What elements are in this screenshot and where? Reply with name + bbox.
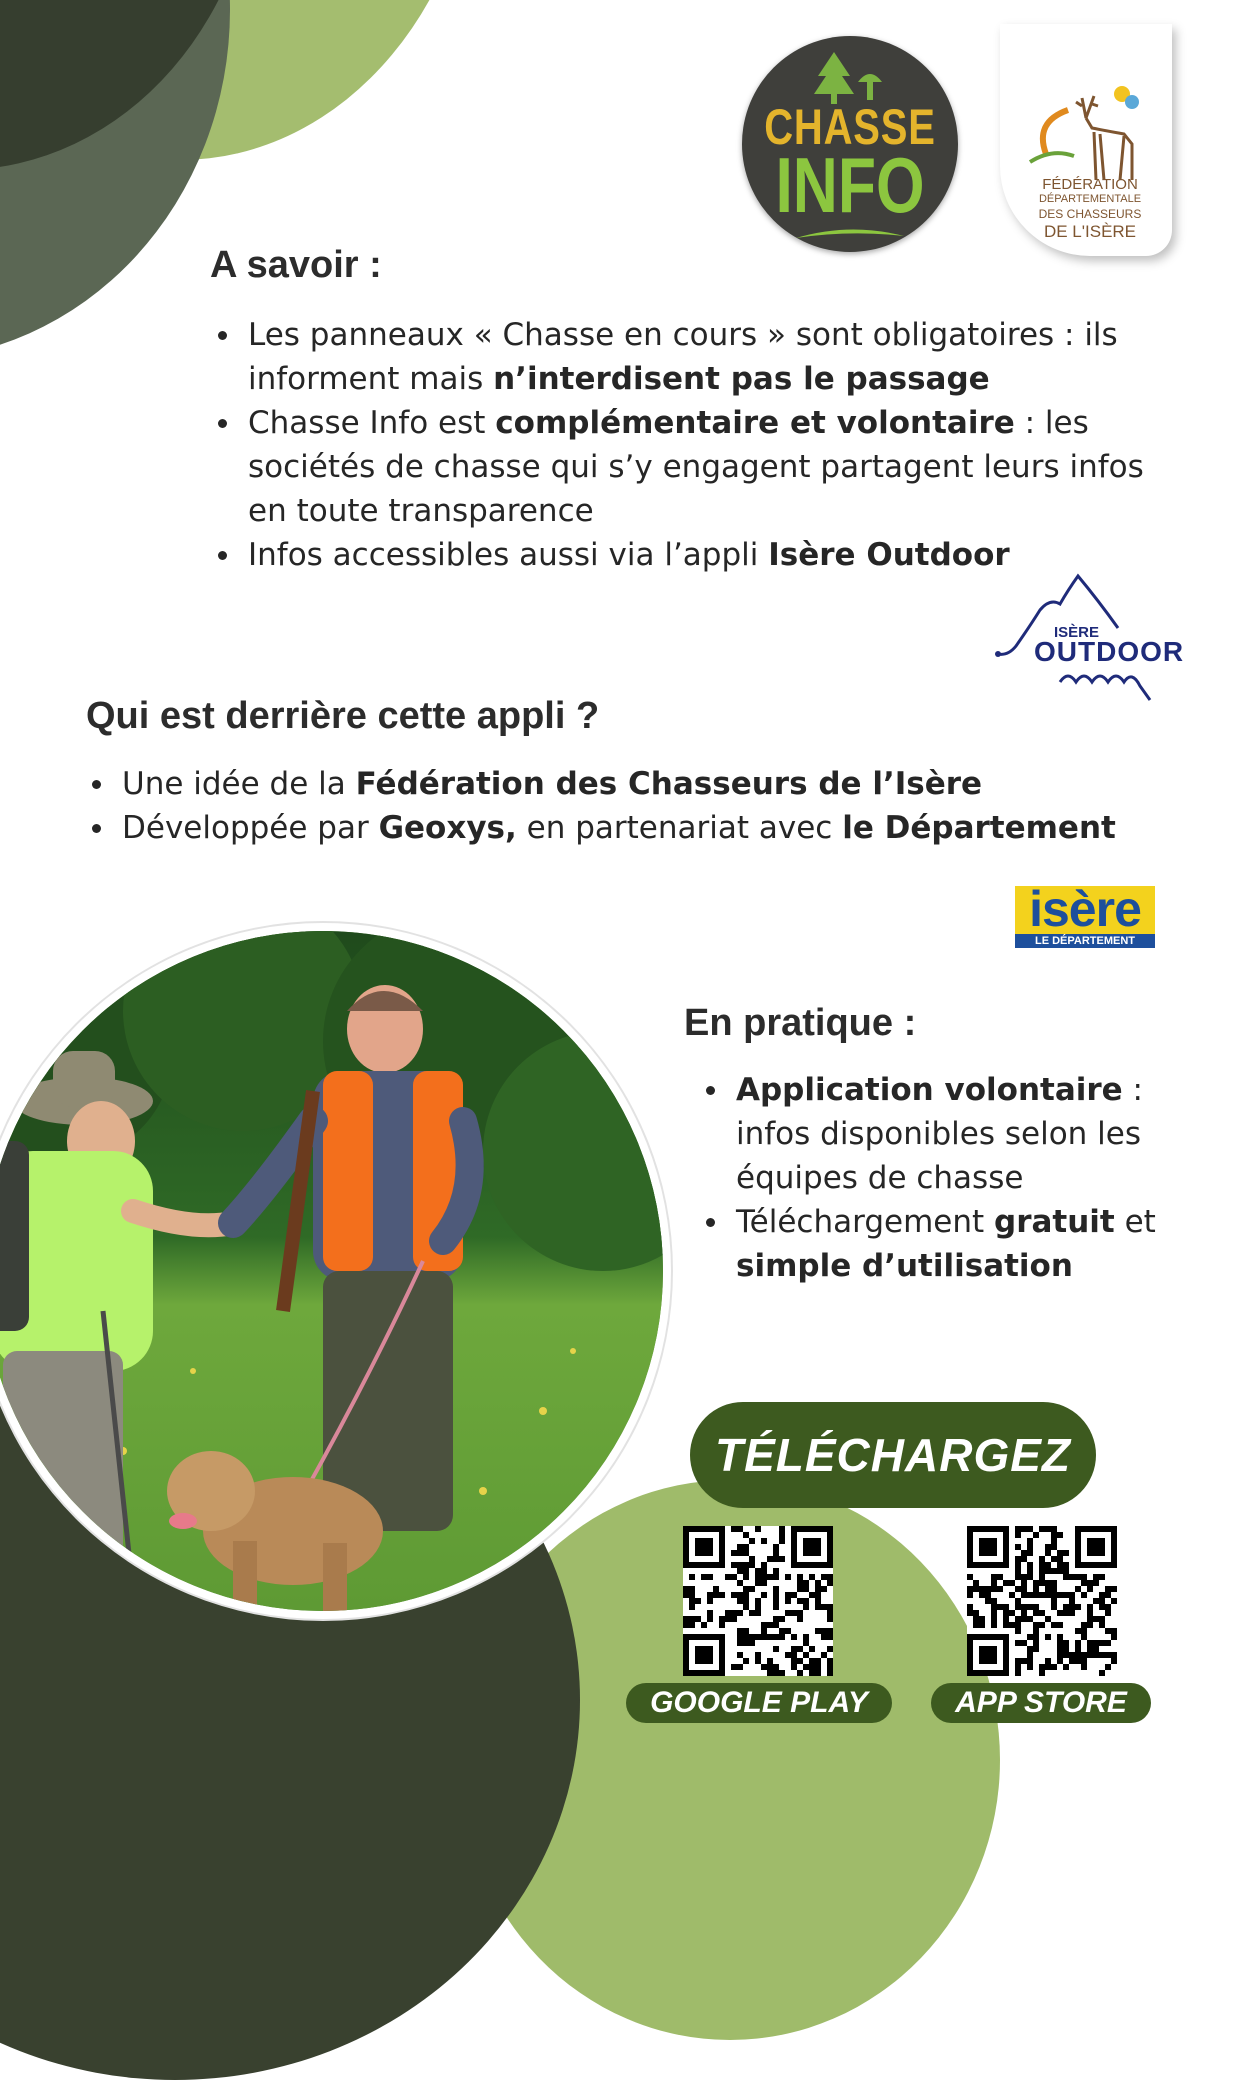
isere-word: isère [1029,886,1141,937]
fed-line-2: DÉPARTEMENTALE [1038,193,1142,205]
qui-item-2: Développée par Geoxys, en partenariat avec le Département [86,806,1166,850]
qui-list [86,762,1166,850]
fed-line-3: DES CHASSEURS [1038,207,1142,221]
fed-line-1: FÉDÉRATION [1042,176,1138,193]
chasse-info-logo [742,36,958,252]
pratique-list [700,1068,1170,1288]
savoir-list [212,313,1172,577]
savoir-title: A savoir : [210,244,382,286]
grass-swoosh-icon [794,226,906,240]
telechargez-button[interactable]: TÉLÉCHARGEZ [690,1402,1096,1508]
photo-illustration [0,931,663,1611]
outdoor-small: ISÈRE [1054,624,1100,641]
savoir-item-1: Les panneaux « Chasse en cours » sont obligatoires : ils informent mais n’interdisent pas le passage [212,313,1172,401]
departement-word: LE DÉPARTEMENT [1034,935,1136,947]
qui-title: Qui est derrière cette appli ? [86,695,600,737]
outdoor-big: OUTDOOR [1034,636,1185,667]
pratique-item-2: Téléchargement gratuit et simple d’utilisation [700,1200,1170,1288]
chasse-word: CHASSE [764,99,936,155]
isere-departement-logo [1015,886,1155,948]
google-play-qr[interactable] [683,1526,833,1676]
info-word: INFO [775,141,925,229]
savoir-item-3: Infos accessibles aussi via l’appli Isère Outdoor [212,533,1172,577]
fed-line-4: DE L'ISÈRE [1043,222,1137,241]
app-store-qr[interactable] [967,1526,1117,1676]
pratique-item-1: Application volontaire : infos disponibles selon les équipes de chasse [700,1068,1170,1200]
savoir-item-2: Chasse Info est complémentaire et volontaire : les sociétés de chasse qui s’y engagent partagent leurs infos en toute transparence [212,401,1172,533]
qr-code-icon [967,1526,1117,1676]
qr-code-icon [683,1526,833,1676]
google-play-button[interactable]: GOOGLE PLAY [626,1683,892,1723]
hikers-hunter-photo [0,923,671,1619]
app-store-button[interactable]: APP STORE [931,1683,1151,1723]
qui-item-1: Une idée de la Fédération des Chasseurs de l’Isère [86,762,1166,806]
deer-icon [1024,84,1154,184]
pratique-title: En pratique : [684,1002,917,1044]
federation-logo [1000,24,1172,256]
isere-outdoor-logo [994,570,1188,706]
